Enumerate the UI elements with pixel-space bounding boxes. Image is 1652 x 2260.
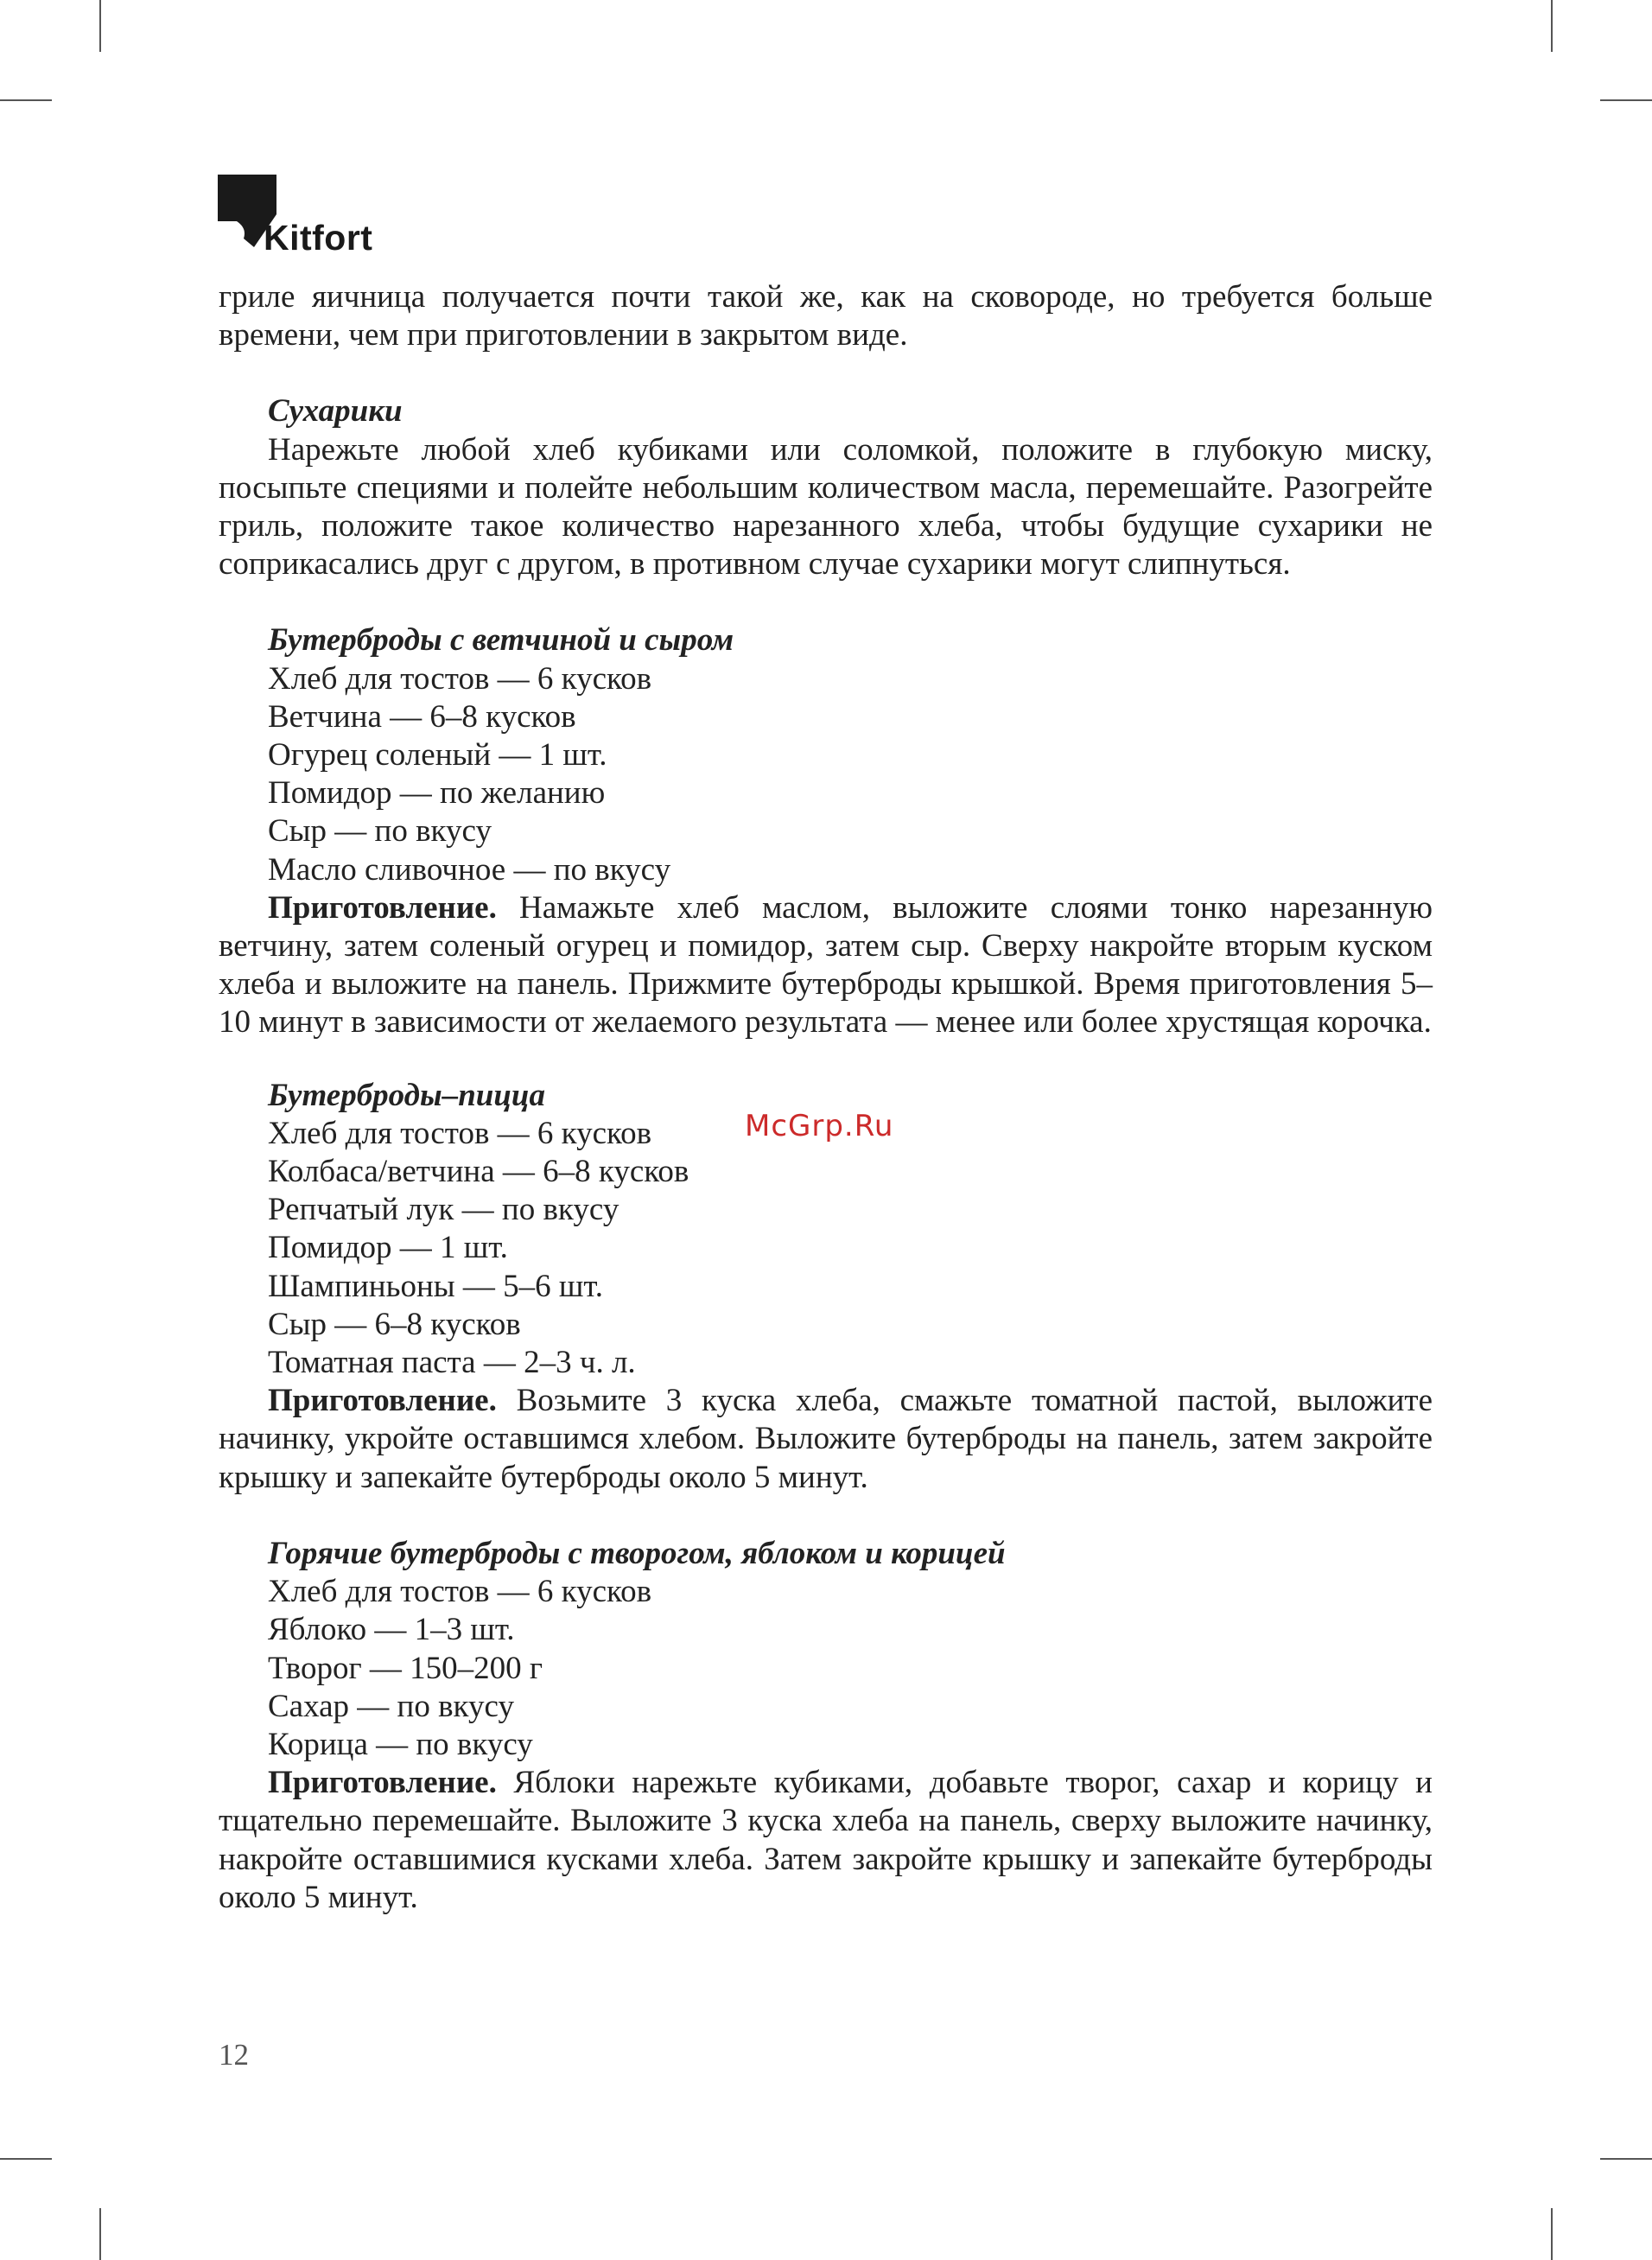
brand-name: Kitfort: [264, 218, 373, 258]
ingredient-item: Сыр — по вкусу: [268, 813, 492, 850]
ingredient-item: Сахар — по вкусу: [268, 1688, 514, 1724]
preparation-paragraph: [219, 1764, 1433, 1917]
ingredient-item: Огурец соленый — 1 шт.: [268, 737, 607, 773]
recipe-title: Сухарики: [268, 393, 403, 430]
crop-mark: [0, 99, 52, 101]
preparation-text: Намажьте хлеб маслом, выложите слоями тонко нарезанную ветчину, затем соленый огурец и помидор, затем сыр. Сверху накройте вторым куском хлеба и выложите на панель. Прижмите бутерброды крышкой. Время приготовления 5–10 минут в зависимости от желаемого результата — менее или более хрустящая корочка.: [219, 889, 1433, 1041]
ingredient-item: Помидор — по желанию: [268, 775, 606, 812]
watermark: McGrp.Ru: [745, 1109, 894, 1143]
recipe-title: Бутерброды с ветчиной и сыром: [268, 622, 734, 659]
ingredient-item: Хлеб для тостов — 6 кусков: [268, 1115, 652, 1151]
page-number: 12: [219, 2038, 249, 2072]
ingredient-item: Томатная паста — 2–3 ч. л.: [268, 1345, 636, 1381]
crop-mark: [99, 2208, 101, 2260]
crop-mark: [1551, 2208, 1553, 2260]
crop-mark: [1600, 2158, 1652, 2160]
recipe-title: Бутерброды–пицца: [268, 1077, 546, 1113]
preparation-text: Возьмите 3 куска хлеба, смажьте томатной пастой, выложите начинку, укройте оставшимся хлебом. Выложите бутерброды на панель, затем закройте крышку и запекайте бутерброды около 5 минут.: [219, 1383, 1433, 1495]
ingredient-item: Шампиньоны — 5–6 шт.: [268, 1268, 603, 1304]
intro-paragraph: гриле яичница получается почти такой же, как на сковороде, но требуется больше времени, чем при приготовлении в закрытом виде.: [219, 279, 1433, 353]
crop-mark: [1551, 0, 1553, 52]
ingredient-item: Ветчина — 6–8 кусков: [268, 698, 576, 735]
ingredient-item: Корица — по вкусу: [268, 1726, 533, 1762]
crop-mark: [1600, 99, 1652, 101]
recipe-text: Нарежьте любой хлеб кубиками или соломкой, положите в глубокую миску, посыпьте специями и полейте небольшим количеством масла, перемешайте. Разогрейте гриль, положите такое количество нарезанного хлеба, чтобы будущие сухарики не соприкасались друг с другом, в противном случае сухарики могут слипнуться.: [219, 431, 1433, 583]
ingredient-item: Сыр — 6–8 кусков: [268, 1306, 521, 1342]
ingredient-item: Колбаса/ветчина — 6–8 кусков: [268, 1154, 689, 1190]
preparation-label: Приготовление.: [268, 889, 497, 926]
preparation-label: Приготовление.: [268, 1765, 497, 1801]
ingredient-item: Помидор — 1 шт.: [268, 1230, 508, 1266]
preparation-paragraph: [219, 889, 1433, 1042]
ingredient-item: Яблоко — 1–3 шт.: [268, 1612, 515, 1648]
crop-mark: [99, 0, 101, 52]
ingredient-item: Масло сливочное — по вкусу: [268, 851, 671, 888]
preparation-paragraph: [219, 1382, 1433, 1497]
ingredient-item: Репчатый лук — по вкусу: [268, 1192, 620, 1228]
ingredient-item: Хлеб для тостов — 6 кусков: [268, 1574, 652, 1610]
recipe-title: Горячие бутерброды с творогом, яблоком и корицей: [268, 1535, 1006, 1571]
page-content: [219, 278, 1433, 1917]
crop-mark: [0, 2158, 52, 2160]
preparation-label: Приготовление.: [268, 1383, 497, 1419]
ingredient-item: Творог — 150–200 г: [268, 1650, 543, 1686]
preparation-text: Яблоки нарежьте кубиками, добавьте творог, сахар и корицу и тщательно перемешайте. Выложите 3 куска хлеба на панель, сверху выложите начинку, накройте оставшимися кусками хлеба. Затем закройте крышку и запекайте бутерброды около 5 минут.: [219, 1765, 1433, 1915]
ingredient-item: Хлеб для тостов — 6 кусков: [268, 660, 652, 697]
